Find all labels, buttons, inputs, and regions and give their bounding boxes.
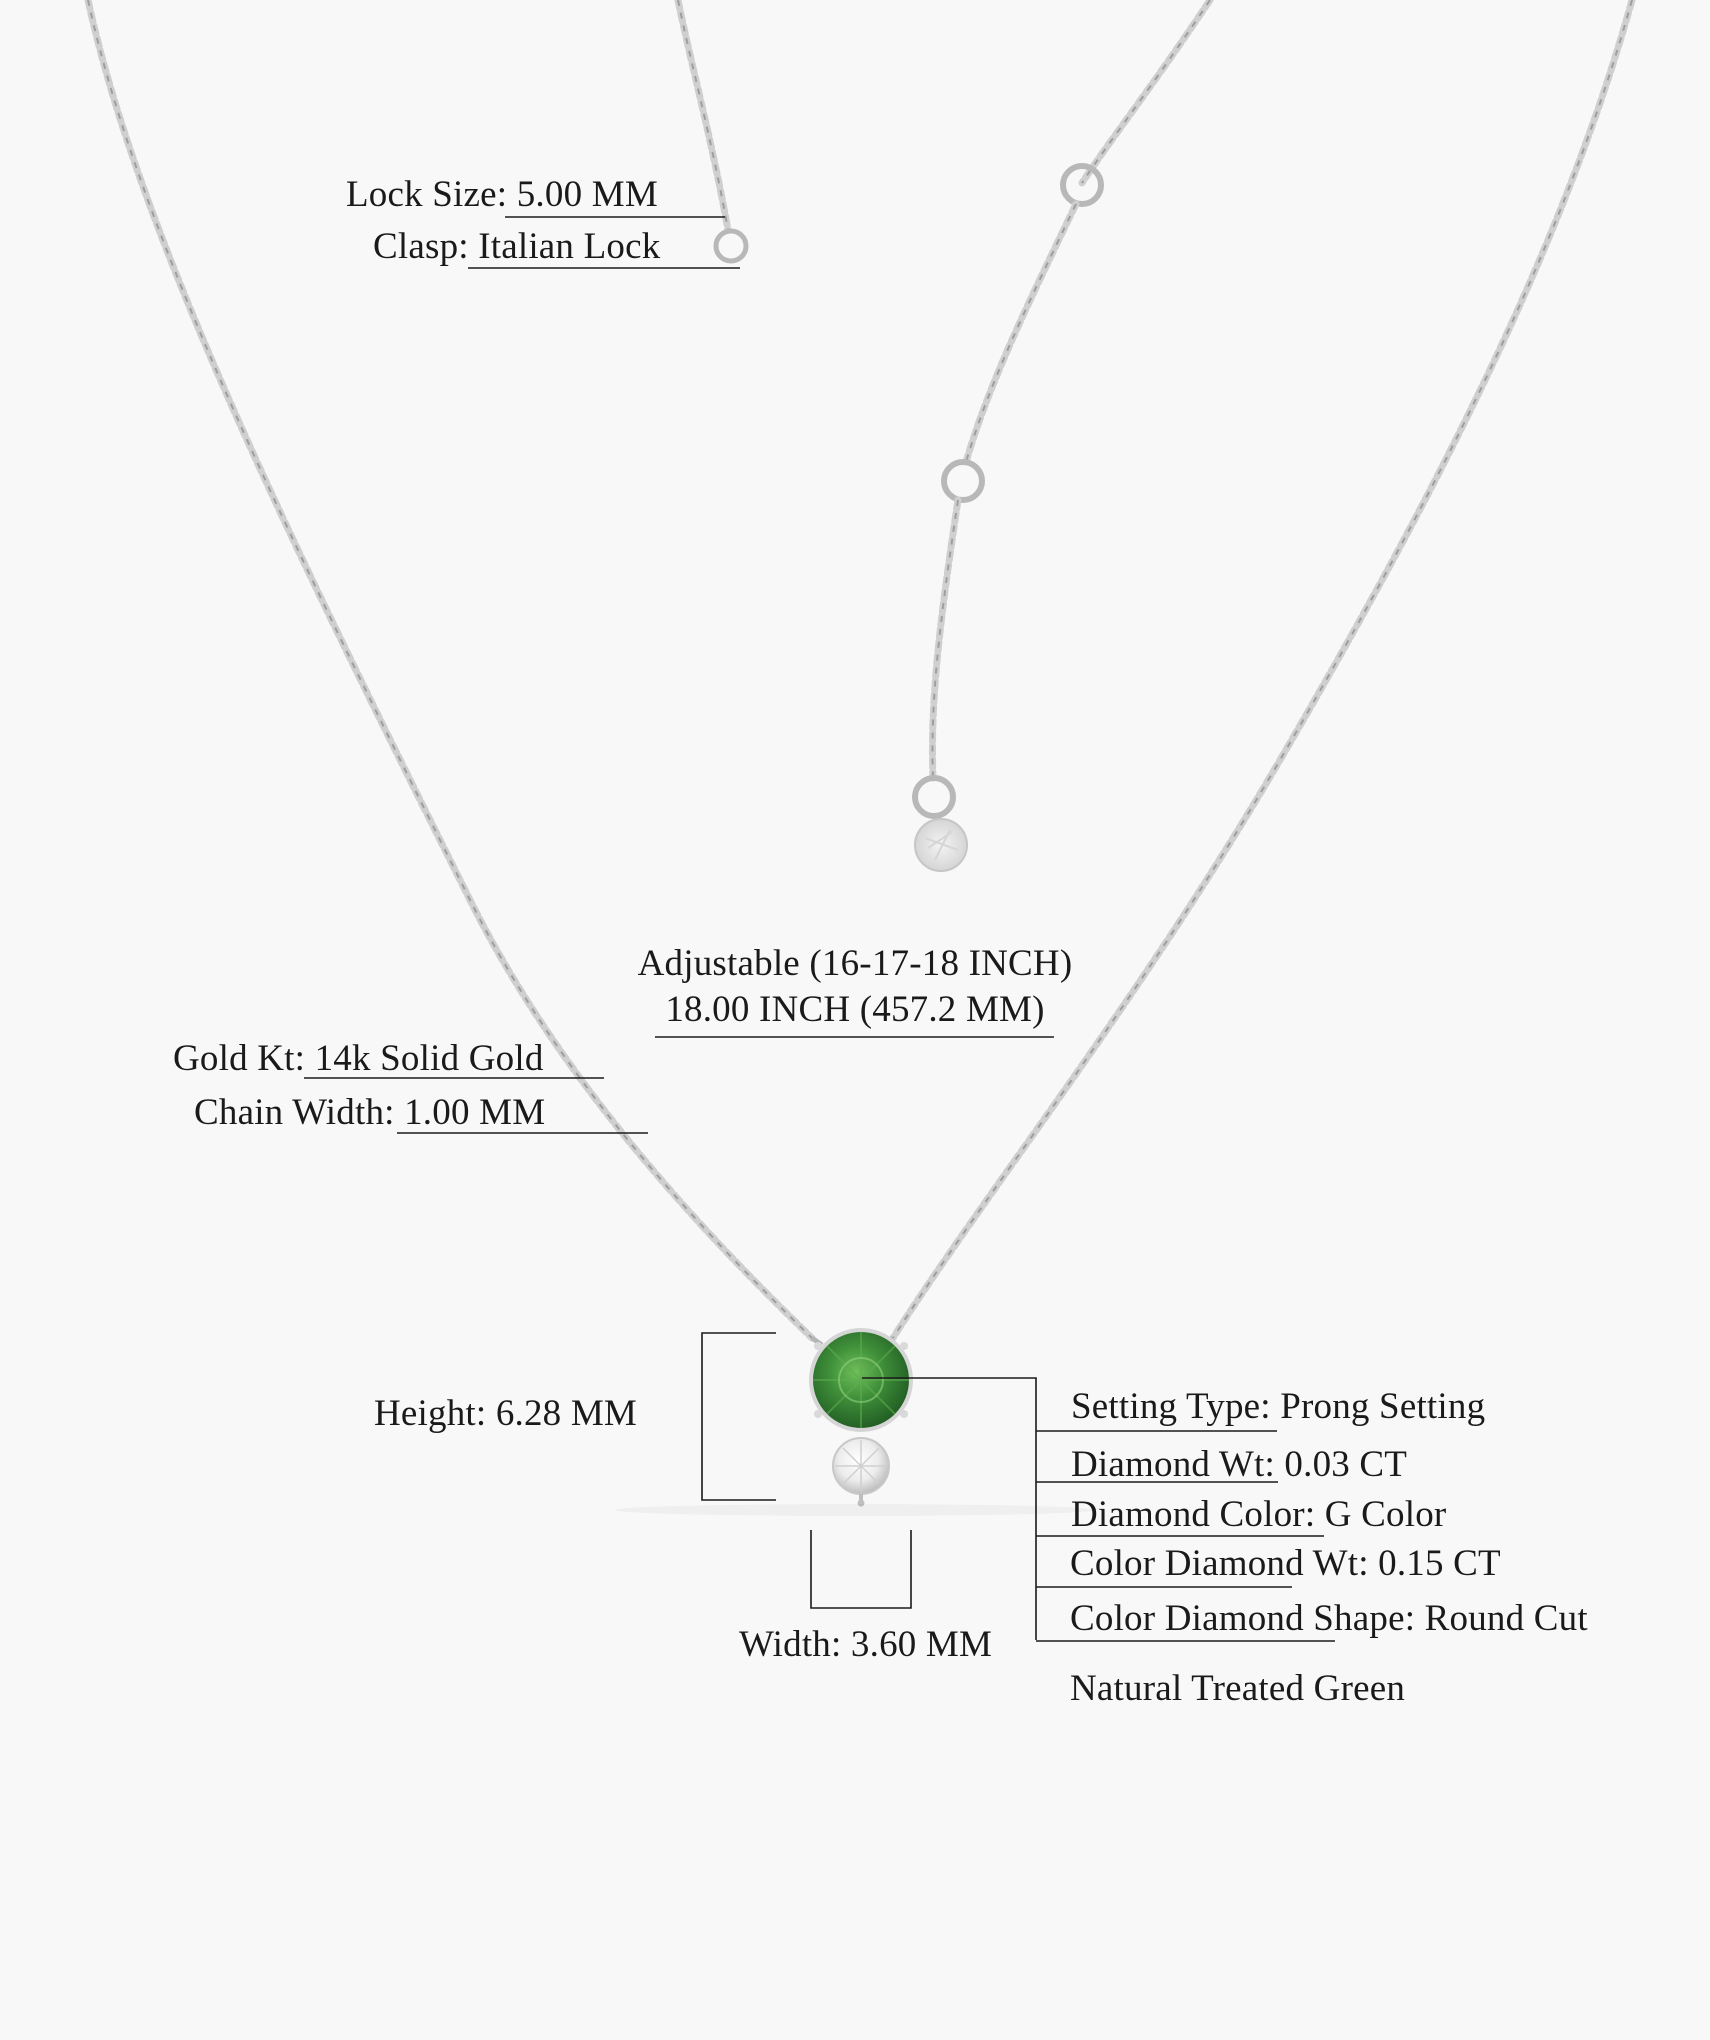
diamond-wt-label: [1071, 1446, 1407, 1483]
end-tag-icon: [915, 819, 967, 871]
lock-size-value: 5.00 MM: [516, 174, 658, 215]
length-label: 18.00 INCH (457.2 MM): [665, 989, 1045, 1030]
gold-kt-label: [173, 1040, 544, 1077]
color-diamond-shape-label: [1070, 1600, 1588, 1637]
adjustable-label: Adjustable (16-17-18 INCH): [637, 943, 1073, 984]
chain-width-value: 1.00 MM: [404, 1092, 546, 1133]
extender-ring-icon: [915, 778, 953, 816]
chain-right-strand: [893, 0, 1632, 1338]
setting-type-value: Prong Setting: [1280, 1386, 1486, 1427]
height-label: Height: 6.28 MM: [374, 1393, 638, 1434]
chain-width-label: [194, 1094, 545, 1131]
gold-kt-key: Gold Kt:: [173, 1038, 306, 1079]
extender-ring-icon: [944, 462, 982, 500]
lock-size-label: [346, 176, 658, 213]
clasp-value: Italian Lock: [478, 226, 661, 267]
color-diamond-wt-key: Color Diamond Wt:: [1070, 1543, 1369, 1584]
width-bracket: [811, 1530, 911, 1608]
gold-kt-value: 14k Solid Gold: [314, 1038, 544, 1079]
color-diamond-wt-value: 0.15 CT: [1378, 1543, 1501, 1584]
diamond-color-key: Diamond Color:: [1071, 1494, 1316, 1535]
clasp-key: Clasp:: [373, 226, 469, 267]
diamond-color-value: G Color: [1324, 1494, 1447, 1535]
diamond-wt-key: Diamond Wt:: [1071, 1444, 1275, 1485]
chain-extender-strand: [1082, 0, 1210, 183]
chain-width-key: Chain Width:: [194, 1092, 395, 1133]
setting-type-label: [1071, 1388, 1485, 1425]
color-diamond-wt-label: [1070, 1545, 1501, 1582]
color-diamond-shape-value: Round Cut: [1424, 1598, 1588, 1639]
width-label: Width: 3.60 MM: [739, 1624, 993, 1665]
diamond-color-label: [1071, 1496, 1446, 1533]
diamond-wt-value: 0.03 CT: [1284, 1444, 1408, 1485]
clasp-label: [373, 228, 660, 265]
clasp-ring-icon: [716, 231, 746, 261]
color-diamond-shape-key: Color Diamond Shape:: [1070, 1598, 1416, 1639]
natural-treated-label: Natural Treated Green: [1070, 1668, 1406, 1709]
lock-size-key: Lock Size:: [346, 174, 508, 215]
height-bracket: [702, 1333, 776, 1500]
setting-type-key: Setting Type:: [1071, 1386, 1271, 1427]
